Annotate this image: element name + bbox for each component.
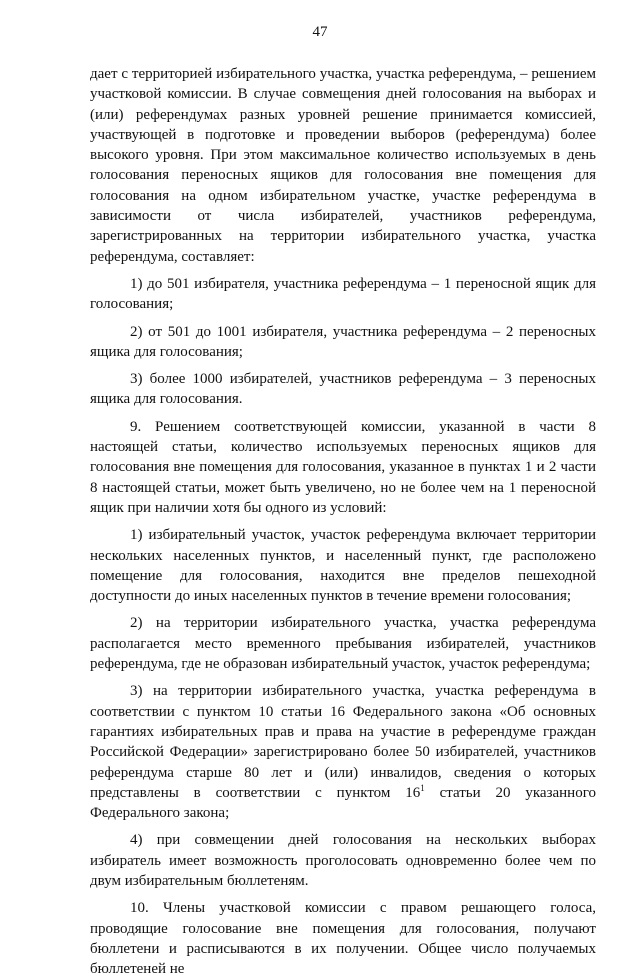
condition-item-1: 1) избирательный участок, участок референдума включает территории нескольких населенных пунктов, и населенный пункт, где расположено помещение для голосования, находится вне пределов пешеходной доступности до иных населенных пунктов в течение времени голосования; [90, 527, 596, 605]
footnote-superscript: 1 [420, 782, 425, 793]
list-item-2: 2) от 501 до 1001 избирателя, участника референдума – 2 переносных ящика для голосования; [90, 323, 596, 360]
paragraph-part-9: 9. Решением соответствующей комиссии, указанной в части 8 настоящей статьи, количество используемых переносных ящиков для голосования вне помещения для голосования, указанное в пунктах 1 и 2 части 8 настоящей статьи, может быть увеличено, но не более чем на 1 переносной ящик при наличии хотя бы одного из условий: [90, 418, 596, 516]
condition-item-3 [90, 681, 596, 823]
document-body [90, 64, 596, 979]
list-item-1: 1) до 501 избирателя, участника референдума – 1 переносной ящик для голосования; [90, 275, 596, 313]
list-item-3: 3) более 1000 избирателей, участников референдума – 3 переносных ящика для голосования. [90, 371, 596, 408]
condition-item-3-tail: статьи 20 указанного Федерального закона; [90, 784, 596, 822]
page-number: 47 [312, 24, 328, 40]
paragraph-continuation: дает с территорией избирательного участка, участка референдума, – решением участковой комиссии. В случае совмещения дней голосования на выборах и (или) референдумах разных уровней решение принимается комиссией, участвующей в подготовке и проведении выборов (референдума) более высокого уровня. При этом максимальное количество используемых в день голосования переносных ящиков для голосования вне помещения для голосования на одном избирательном участке, участке референдума в зависимости от числа избирателей, участников референдума, зарегистрированных на территории избирательного участка, участка референдума, составляет: [90, 66, 596, 265]
paragraph-part-10: 10. Члены участковой комиссии с правом решающего голоса, проводящие голосование вне помещения для голосования, получают бюллетени и расписываются в их получении. Общее число получаемых бюллетеней не [90, 900, 596, 978]
condition-item-2: 2) на территории избирательного участка, участка референдума располагается место временного пребывания избирателей, участников референдума, где не образован избирательный участок, участок референдума; [90, 615, 596, 673]
condition-item-4: 4) при совмещении дней голосования на нескольких выборах избиратель имеет возможность проголосовать одновременно более чем по двум избирательным бюллетеням. [90, 832, 596, 889]
condition-item-3-text: 3) на территории избирательного участка, участка референдума в соответствии с пунктом 10 статьи 16 Федерального закона «Об основных гарантиях избирательных прав и права на участие в референдуме граждан Российской Федерации» зарегистрировано более 50 избирателей, участников референдума старше 80 лет и (или) инвалидов, сведения о которых представлены в соответствии с пунктом 16 [90, 683, 596, 801]
